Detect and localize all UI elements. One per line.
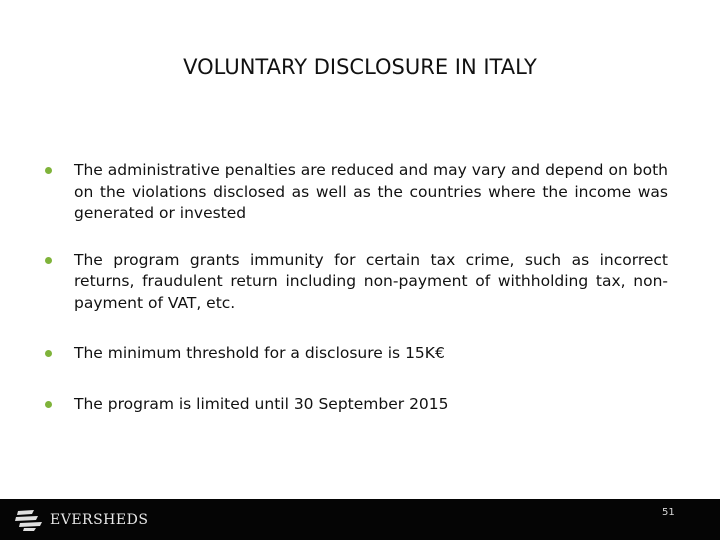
bullet-item [42, 394, 668, 416]
slide-title: VOLUNTARY DISCLOSURE IN ITALY [183, 55, 537, 79]
eversheds-logo-icon [14, 508, 44, 532]
bullet-list [42, 160, 668, 415]
bullet-text: The minimum threshold for a disclosure is 15K€ [74, 344, 445, 362]
company-logo [14, 508, 148, 532]
page-number: 51 [662, 507, 675, 518]
bullet-icon [45, 401, 52, 408]
bullet-text: The program is limited until 30 September 2015 [74, 394, 449, 413]
bullet-icon [45, 257, 52, 264]
bullet-item [42, 160, 668, 225]
logo-text: EVERSHEDS [50, 512, 149, 528]
bullet-item [42, 343, 668, 365]
bullet-text: The administrative penalties are reduced and may vary and depend on both on the violations disclosed as well as the countries where the income was generated or invested [74, 161, 668, 222]
footer-bar [0, 499, 720, 540]
bullet-icon [45, 167, 52, 174]
bullet-icon [45, 350, 52, 357]
bullet-item [42, 250, 668, 315]
bullet-text: The program grants immunity for certain tax crime, such as incorrect returns, fraudulent return including non-payment of withholding tax, non-payment of VAT, etc. [74, 250, 668, 312]
